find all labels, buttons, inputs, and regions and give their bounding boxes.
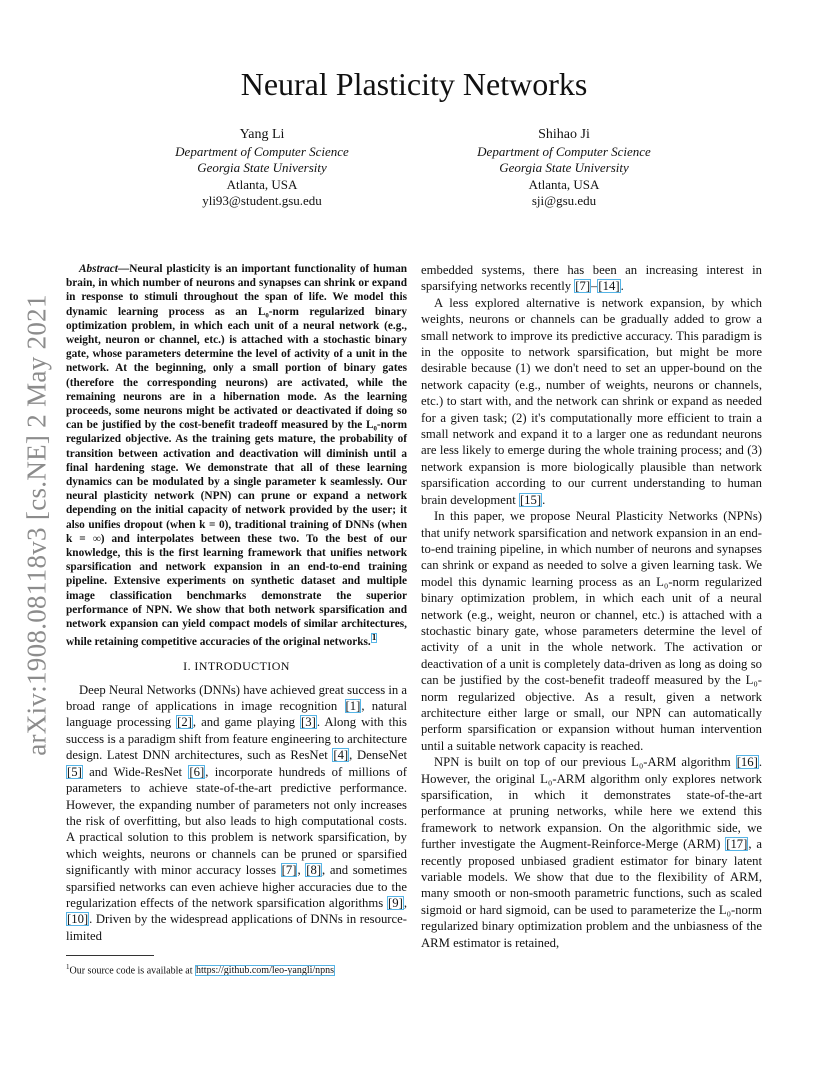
body-paragraph (421, 262, 762, 295)
author-block-2 (414, 127, 714, 210)
author-department: Department of Computer Science (477, 143, 651, 159)
body-text: A less explored alternative is network expansion, by which weights, neurons or channels can be gradually added to grow a small network to improve its predictive accuracy. This paradigm is in the opposite to network sparsification, but might be more desirable because (1) we don't need to set an upper-bound on the network capacity (e.g., number of weights, neurons or channels, etc.) to start with, and the network can shrink or expand as needed for a given task; (2) it's computationally more efficient to train a small network and expand it to a larger one as redundant neurons are less likely to emerge during the whole training process; and (3) network expansion is more biologically plausible than network sparsification according to our current understanding to human brain development (421, 295, 762, 507)
body-text: – (591, 279, 598, 294)
citation-link[interactable]: [2] (177, 715, 192, 730)
footnote-rule (66, 955, 154, 956)
body-paragraph (421, 295, 762, 508)
author-name: Yang Li (239, 127, 285, 142)
body-text: and Wide-ResNet (82, 764, 189, 779)
body-text: embedded systems, there has been an increasing interest in sparsifying networks recently (421, 263, 762, 294)
citation-link[interactable]: [15] (519, 492, 542, 507)
body-text: , natural language processing (66, 699, 408, 730)
body-text: , (403, 895, 407, 910)
author-name: Shihao Ji (538, 127, 590, 142)
citation-link[interactable]: [1] (345, 699, 361, 714)
author-email[interactable]: sji@gsu.edu (531, 193, 597, 208)
author-university: Georgia State University (499, 160, 629, 175)
body-text: . However, the original L₀-ARM algorithm only explores network sparsification, in which it demonstrates state-of-the-art performance at pruning networks, while here we extend this framework to network expansion. On the algorithmic side, we further investigate the Augment-Reinforce-Merge (ARM) (421, 755, 762, 852)
abstract (66, 262, 407, 649)
citation-link[interactable]: [7] (281, 863, 297, 878)
paper-title: Neural Plasticity Networks (240, 66, 588, 102)
footnote-text: Our source code is available at (69, 965, 196, 977)
author-location: Atlanta, USA (226, 176, 298, 192)
abstract-text: —Neural plasticity is an important functionality of human brain, in which number of neurons and synapses can shrink or expand in response to stimuli throughout the span of life. We model this dynamic learning process as an L₀-norm regularized binary optimization problem, in which each unit of a neural network (e.g., weight, neuron or channel, etc.) is attached with a stochastic binary gate, whose parameters determine the level of activity of a unit in the network. At the beginning, only a small portion of binary gates (therefore the corresponding neurons) are activated, while the remaining neurons are in a hibernation mode. As the learning proceeds, some neurons might be activated or deactivated if doing so can be justified by the cost-benefit tradeoff measured by the L₀-norm regularized objective. As the training gets mature, the probability of transition between activation and deactivation will diminish until a final hardening stage. We demonstrate that all of these learning dynamics can be modulated by a single parameter k seamlessly. Our neural plasticity network (NPN) can prune or expand a network depending on the initial capacity of network provided by the user; it also unifies dropout (when k = 0), traditional training of DNNs (when k = ∞) and interpolates between these two. To the best of our knowledge, this is the first learning framework that unifies network sparsification and network expansion in an end-to-end training pipeline. Extensive experiments on synthetic dataset and multiple image classification benchmarks demonstrate the superior performance of NPN. We show that both network sparsification and network expansion can yield compact models of similar architectures, while retaining competitive accuracies of the original networks. (66, 263, 407, 649)
author-location: Atlanta, USA (528, 176, 600, 192)
citation-link[interactable]: [6] (189, 764, 205, 779)
citation-link[interactable]: [14] (598, 279, 620, 294)
body-text: , a recently proposed unbiased gradient estimator for binary latent variable models. We show that due to the flexibility of ARM, many smooth or non-smooth parametric functions, such as scaled sigmoid or hard sigmoid, can be used to parameterize the L₀-norm regularized binary optimization problem and the unbiasness of the ARM estimator is retained, (421, 837, 762, 950)
body-paragraph: In this paper, we propose Neural Plasticity Networks (NPNs) that unify network sparsification and network expansion in an end-to-end training pipeline, in which number of neurons and synapses can shrink or expand as needed to solve a given learning task. We model this dynamic learning process as an L₀-norm regularized binary optimization problem, in which each unit of a neural network (e.g., weight, neuron or channel, etc.) is attached with a stochastic binary gate, whose parameters determine the level of activity of a unit in the whole network. The activation or deactivation of a unit is completely data-driven as long as doing so can be justified by the cost-benefit tradeoff measured by the L₀-norm regularized objective. As a result, given a network architecture either large or small, our NPN can automatically perform sparsification or expansion without human intervention until a suitable network capacity is reached. (421, 509, 762, 753)
body-text: , (297, 863, 306, 878)
body-paragraph (421, 754, 762, 951)
body-text: . Driven by the widespread applications of DNNs in resource-limited (66, 912, 407, 943)
citation-link[interactable]: [8] (306, 863, 322, 878)
author-block-1 (112, 127, 412, 210)
right-column (421, 262, 762, 951)
author-department: Department of Computer Science (175, 143, 349, 159)
body-text: . (542, 492, 546, 507)
body-text: , DenseNet (349, 748, 407, 763)
body-text: . Along with this success is a paradigm shift from feature engineering to architecture design. Latest DNN architectures, such as ResNet (66, 715, 407, 763)
citation-link[interactable]: [10] (67, 912, 89, 927)
footnote (66, 961, 407, 977)
body-text: , and game playing (192, 715, 301, 730)
body-text: NPN is built on top of our previous L₀-ARM algorithm (434, 755, 736, 770)
body-text: . (620, 279, 624, 294)
intro-paragraph (66, 682, 407, 945)
footnote-mark: 1 (66, 963, 70, 971)
body-text: Deep Neural Networks (DNNs) have achieved great success in a broad range of applications in image recognition (66, 682, 407, 714)
arxiv-identifier-text: arXiv:1908.08118v3 [cs.NE] 2 May 2021 (21, 294, 52, 756)
section-heading: I. INTRODUCTION (183, 659, 290, 674)
arxiv-identifier (12, 285, 62, 765)
citation-link[interactable]: [17] (726, 837, 748, 852)
citation-link[interactable]: [4] (333, 748, 349, 763)
citation-link[interactable]: [3] (301, 715, 316, 730)
author-email[interactable]: yli93@student.gsu.edu (202, 193, 322, 208)
left-column (66, 262, 407, 944)
citation-link[interactable]: [7] (575, 279, 591, 294)
footnote-url-link[interactable]: https://github.com/leo-yangli/npns (196, 965, 335, 977)
body-text: , and sometimes sparsified networks can even achieve higher accuracies due to the regularization effects of the network sparsification algorithms (66, 863, 408, 910)
author-university: Georgia State University (197, 160, 327, 175)
body-text: , incorporate hundreds of millions of parameters to achieve state-of-the-art predictive performance. However, the expanding number of parameters not only increases the risk of overfitting, but also leads to high computational costs. A practical solution to this problem is network sparsification, by which weights, neurons or channels can be pruned or sparsified significantly with minor accuracy losses (66, 764, 407, 878)
citation-link[interactable]: [5] (67, 764, 82, 779)
citation-link[interactable]: [16] (736, 755, 758, 770)
abstract-lead: Abstract (79, 263, 118, 275)
citation-link[interactable]: [9] (388, 895, 403, 910)
footnote-link[interactable]: 1 (371, 633, 377, 644)
